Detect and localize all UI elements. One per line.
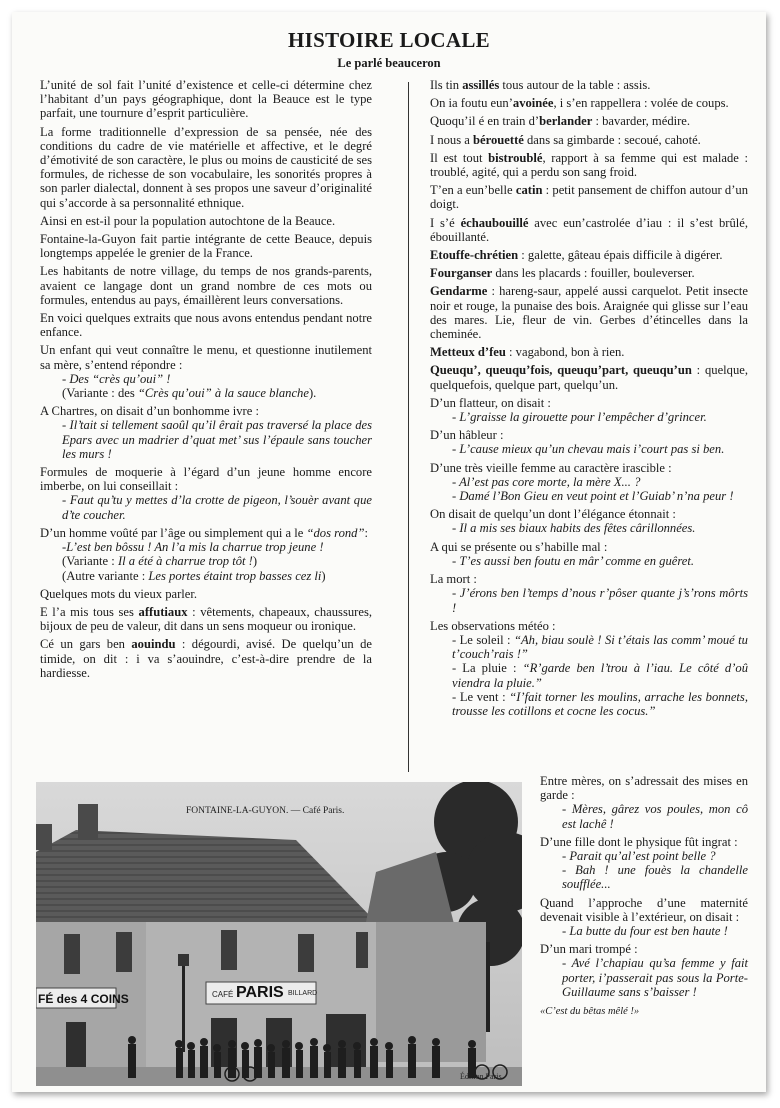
weather-saying bbox=[430, 661, 748, 689]
entry-text: tous autour de la table : assis. bbox=[499, 78, 651, 92]
paragraph-text: : vêtements, chapeaux, chaussures, bijoux de peu de valeur, dit dans un sens moqueur ou ironique. bbox=[40, 604, 372, 634]
saying bbox=[540, 774, 748, 831]
entry-text: : petit pansement de chiffon autour d’un doigt. bbox=[430, 183, 748, 212]
quote: - Damé l’Bon Gieu en veut point et l’Guiab’ n’na peur ! bbox=[452, 489, 734, 504]
paragraph-text: : bbox=[364, 525, 368, 540]
glossary-term: Queuqu’, queuqu’fois, queuqu’part, queuqu’un bbox=[430, 363, 692, 378]
entry-text: , rapport à sa femme qui est malade : troublé, agité, qui a perdu son sang froid. bbox=[430, 150, 748, 180]
glossary-term: Fourganser bbox=[430, 266, 493, 281]
page-title: HISTOIRE LOCALE bbox=[288, 28, 490, 52]
glossary-term: avoinée bbox=[512, 96, 554, 111]
sign-cafe-text: CAFÉ bbox=[212, 990, 234, 999]
quote: - J’érons ben l’temps d’nous r’pôser quante j’s’rons môrts ! bbox=[452, 586, 748, 615]
weather-quote: “R’garde ben l’trou à l’iau. Le côté d’oû viendra la pluie.” bbox=[452, 661, 748, 690]
quote: -L’est ben bôssu ! An l’a mis la charrue trop jeune ! bbox=[62, 540, 324, 555]
saying bbox=[540, 835, 748, 892]
glossary-entry bbox=[430, 345, 748, 359]
paragraph: Fontaine-la-Guyon fait partie intégrante de cette Beauce, depuis longtemps appelée le grenier de la France. bbox=[40, 232, 372, 261]
variant-text: (Variante : bbox=[62, 554, 118, 569]
glossary-term: bérouetté bbox=[473, 132, 524, 147]
quote: - L’cause mieux qu’un chevau mais i’court pas si ben. bbox=[452, 442, 725, 457]
glossary-term: Etouffe-chrétien bbox=[430, 248, 519, 263]
entry-text: I s’é bbox=[430, 215, 461, 230]
entry-text: On ia foutu eun’ bbox=[430, 96, 513, 111]
saying-intro: On disait de quelqu’un dont l’élégance étonnait : bbox=[430, 507, 676, 522]
entry-text: T’en a eun’belle bbox=[430, 183, 516, 198]
glossary-entry bbox=[430, 266, 748, 280]
entry-text: : quelque, quelquefois, quelque part, quelqu’un. bbox=[430, 363, 748, 392]
glossary-term: échaubouillé bbox=[460, 215, 529, 230]
sign-paris-text: PARIS bbox=[236, 984, 284, 1001]
paragraph-text: : dégourdi, avisé. De quelqu’un de timide, on dit : i va s’aouindre, c’est-à-dire prendre de la hardiesse. bbox=[40, 637, 372, 680]
quote: - Faut qu’tu y mettes d’la crotte de pigeon, l’souèr avant que d’te coucher. bbox=[62, 493, 372, 522]
postcard-caption: FONTAINE-LA-GUYON. — Café Paris. bbox=[186, 806, 345, 816]
paragraph bbox=[40, 465, 372, 522]
paragraph bbox=[40, 637, 372, 680]
entry-text: Quoqu’il é en train d’ bbox=[430, 114, 540, 129]
right-column bbox=[430, 78, 748, 722]
quote: - Parait qu’al’est point belle ? bbox=[562, 849, 716, 864]
saying-intro: D’un hâbleur : bbox=[430, 428, 504, 443]
variant bbox=[40, 569, 372, 583]
saying-intro: D’une fille dont le physique fût ingrat : bbox=[540, 834, 738, 849]
paragraph: L’unité de sol fait l’unité d’existence et celle-ci détermine chez l’habitant d’un pays géographique, dont la Beauce est le type parfait, une tournure d’esprit particulière. bbox=[40, 78, 372, 121]
variant-quote: “Crès qu’oui” à la sauce blanche bbox=[137, 386, 309, 401]
glossary-term: Metteux d’feu bbox=[430, 345, 506, 360]
quote: - Bah ! une fouès la chandelle soufflée... bbox=[562, 863, 748, 892]
entry-text: dans sa gimbarde : secoué, cahoté. bbox=[523, 132, 701, 147]
glossary-entry bbox=[430, 248, 748, 262]
quote: - Avé l’chapiau qu’sa femme y fait porter, i’passerait pas sous la Porte-Guillaume sans s’baisser ! bbox=[562, 956, 748, 999]
paragraph: Les habitants de notre village, du temps de nos grands-parents, avaient ce langage dont un grand nombre de ces mots ou formules, entendus au pays, émaillèrent leurs conversations. bbox=[40, 264, 372, 307]
paragraph: Quelques mots du vieux parler. bbox=[40, 586, 198, 601]
saying-intro: Entre mères, on s’adressait des mises en garde : bbox=[540, 774, 748, 803]
paragraph bbox=[40, 404, 372, 461]
quote: - La butte du four est ben haute ! bbox=[562, 924, 728, 939]
quote: - Des “crès qu’oui” ! bbox=[62, 371, 171, 386]
glossary-entry bbox=[430, 114, 748, 128]
saying bbox=[430, 619, 748, 718]
paragraph-text: Un enfant qui veut connaître le menu, et questionne inutilement sa mère, s’entend répondre : bbox=[40, 343, 372, 372]
bottom-right-column bbox=[540, 774, 748, 1019]
variant-text: (Variante : des bbox=[62, 386, 138, 401]
glossary-entry bbox=[430, 216, 748, 244]
entry-text: Ils tin bbox=[430, 78, 463, 92]
variant bbox=[40, 386, 372, 400]
saying bbox=[430, 507, 748, 535]
quote: - T’es aussi ben foutu en mâr’ comme en guêret. bbox=[452, 553, 695, 568]
column-divider bbox=[408, 82, 409, 772]
paragraph-text: Cé un gars ben bbox=[40, 637, 132, 652]
glossary-term: aouindu bbox=[131, 637, 176, 652]
quote: - Mères, gârez vos poules, mon cô est lachê ! bbox=[562, 802, 748, 831]
weather-label: - La pluie : bbox=[452, 661, 523, 676]
glossary-entry bbox=[430, 284, 748, 341]
glossary-term: affutiaux bbox=[138, 604, 188, 619]
postcard-illustration bbox=[36, 782, 522, 1086]
glossary-term: catin bbox=[515, 183, 543, 198]
saying-intro: Les observations météo : bbox=[430, 618, 556, 633]
entry-text: dans les placards : fouiller, bouleverser. bbox=[492, 266, 695, 281]
closing-note: «C’est du bêtas mêlé !» bbox=[540, 1006, 640, 1018]
paragraph: La forme traditionnelle d’expression de sa pensée, née des conditions du cadre de vie matérielle et affective, et le degré d’émotivité de son caractère, le plus ou moins de causticité de ses formules, de richesse de son vocabulaire, les sonorités propres à son parler dialectal, donnent à ses propos une saveur d’originalité qui s’accorde à sa personnalité ethnique. bbox=[40, 124, 372, 210]
glossary-term: assillés bbox=[462, 78, 500, 92]
glossary-entry bbox=[430, 363, 748, 391]
weather-quote: “I’fait torner les moulins, arrache les bonnets, trousse les cotillons et cocne les cocus.” bbox=[452, 689, 748, 718]
lamp bbox=[178, 954, 189, 966]
postcard-photo bbox=[36, 782, 522, 1086]
quote: - Il a mis ses biaux habits des fêtes cârillonnées. bbox=[452, 521, 696, 536]
paragraph-text: Formules de moquerie à l’égard d’un jeune homme encore imberbe, on lui conseillait : bbox=[40, 465, 372, 494]
entry-text: : galette, gâteau épais difficile à digérer. bbox=[518, 248, 723, 263]
weather-saying bbox=[430, 690, 748, 718]
page bbox=[12, 12, 766, 1092]
sign-left-text: FÉ des 4 COINS bbox=[38, 992, 129, 1006]
quote: - Il’tait si tellement saoûl qu’il êrait pas traversé la place des Epars avec un madrier d’quat met’ sus l’épaule sans toucher les murs ! bbox=[62, 418, 372, 461]
variant-quote: Les portes étaint trop basses cez li bbox=[148, 568, 322, 583]
entry-text: Il est tout bbox=[430, 150, 489, 165]
glossary-entry bbox=[430, 183, 748, 211]
paragraph bbox=[40, 605, 372, 633]
saying-intro: D’un mari trompé : bbox=[540, 942, 638, 957]
saying bbox=[430, 428, 748, 456]
page-subtitle: Le parlé beauceron bbox=[337, 56, 441, 70]
entry-text: : hareng-saur, appelé aussi carquelot. Petit insecte noir et rouge, la punaise des bois. Araignée qui glisse sur l’eau des mares. Lie, fleur de vin. Gerbes d’étincelles dans la cheminée. bbox=[430, 284, 748, 342]
glossary-entry bbox=[430, 78, 748, 92]
variant bbox=[40, 554, 372, 568]
variant-text: ) bbox=[252, 554, 258, 569]
paragraph: En voici quelques extraits que nous avons entendus pendant notre enfance. bbox=[40, 311, 372, 340]
paragraph-quote: “dos rond” bbox=[306, 525, 365, 540]
weather-label: - Le vent : bbox=[452, 689, 510, 704]
variant-text: ) bbox=[321, 568, 326, 583]
glossary-term: Gendarme bbox=[430, 284, 488, 299]
glossary-term: berlander bbox=[539, 114, 593, 129]
variant-text: ). bbox=[308, 386, 317, 401]
paragraph-text: D’un homme voûté par l’âge ou simplement qui a le bbox=[40, 525, 307, 540]
side-building bbox=[366, 922, 486, 1062]
paragraph-text: A Chartres, on disait d’un bonhomme ivre : bbox=[40, 404, 259, 419]
variant-text: (Autre variante : bbox=[62, 568, 149, 583]
saying bbox=[430, 396, 748, 424]
street bbox=[36, 1067, 522, 1086]
edition-label: Édition Paris bbox=[460, 1072, 502, 1081]
saying-intro: D’un flatteur, on disait : bbox=[430, 395, 551, 410]
chimney bbox=[78, 804, 98, 840]
lamp-post bbox=[182, 962, 185, 1052]
weather-label: - Le soleil : bbox=[452, 632, 514, 647]
paragraph-text: E l’a mis tous ses bbox=[40, 604, 139, 619]
saying-intro: A qui se présente ou s’habille mal : bbox=[430, 539, 608, 554]
quote: - Al’est pas core morte, la mère X... ? bbox=[452, 474, 641, 489]
saying-intro: D’une très vieille femme au caractère irascible : bbox=[430, 460, 672, 475]
weather-saying bbox=[430, 633, 748, 661]
entry-text: : bavarder, médire. bbox=[592, 114, 691, 129]
glossary-term: bistroublé bbox=[488, 150, 543, 165]
glossary-entry bbox=[430, 151, 748, 179]
glossary-entry bbox=[430, 96, 748, 110]
paragraph: Ainsi en est-il pour la population autochtone de la Beauce. bbox=[40, 213, 336, 228]
entry-text: , i s’en rappellera : volée de coups. bbox=[553, 96, 729, 111]
saying-intro: Quand l’approche d’une maternité devenait visible à l’extérieur, on disait : bbox=[540, 895, 748, 924]
saying bbox=[430, 540, 748, 568]
saying-intro: La mort : bbox=[430, 572, 477, 587]
paragraph bbox=[40, 526, 372, 583]
saying bbox=[430, 572, 748, 615]
entry-text: avec eun’castrolée d’iau : il s’est brûlé, ébouillanté. bbox=[430, 215, 748, 244]
paragraph bbox=[40, 343, 372, 400]
saying bbox=[540, 896, 748, 939]
glossary-entry bbox=[430, 133, 748, 147]
sign-billard-text: BILLARD bbox=[288, 990, 318, 997]
variant-quote: Il a été à charrue trop tôt ! bbox=[117, 554, 253, 569]
saying bbox=[540, 942, 748, 999]
left-column bbox=[40, 78, 372, 684]
entry-text: : vagabond, bon à rien. bbox=[505, 345, 625, 360]
saying bbox=[430, 461, 748, 504]
quote: - L’graisse la girouette pour l’empêcher d’grincer. bbox=[452, 410, 707, 425]
chimney bbox=[36, 824, 52, 850]
entry-text: I nous a bbox=[430, 132, 474, 147]
weather-quote: “Ah, biau soulè ! Si t’étais las comm’ moué tu t’couch’rais !” bbox=[452, 632, 748, 662]
